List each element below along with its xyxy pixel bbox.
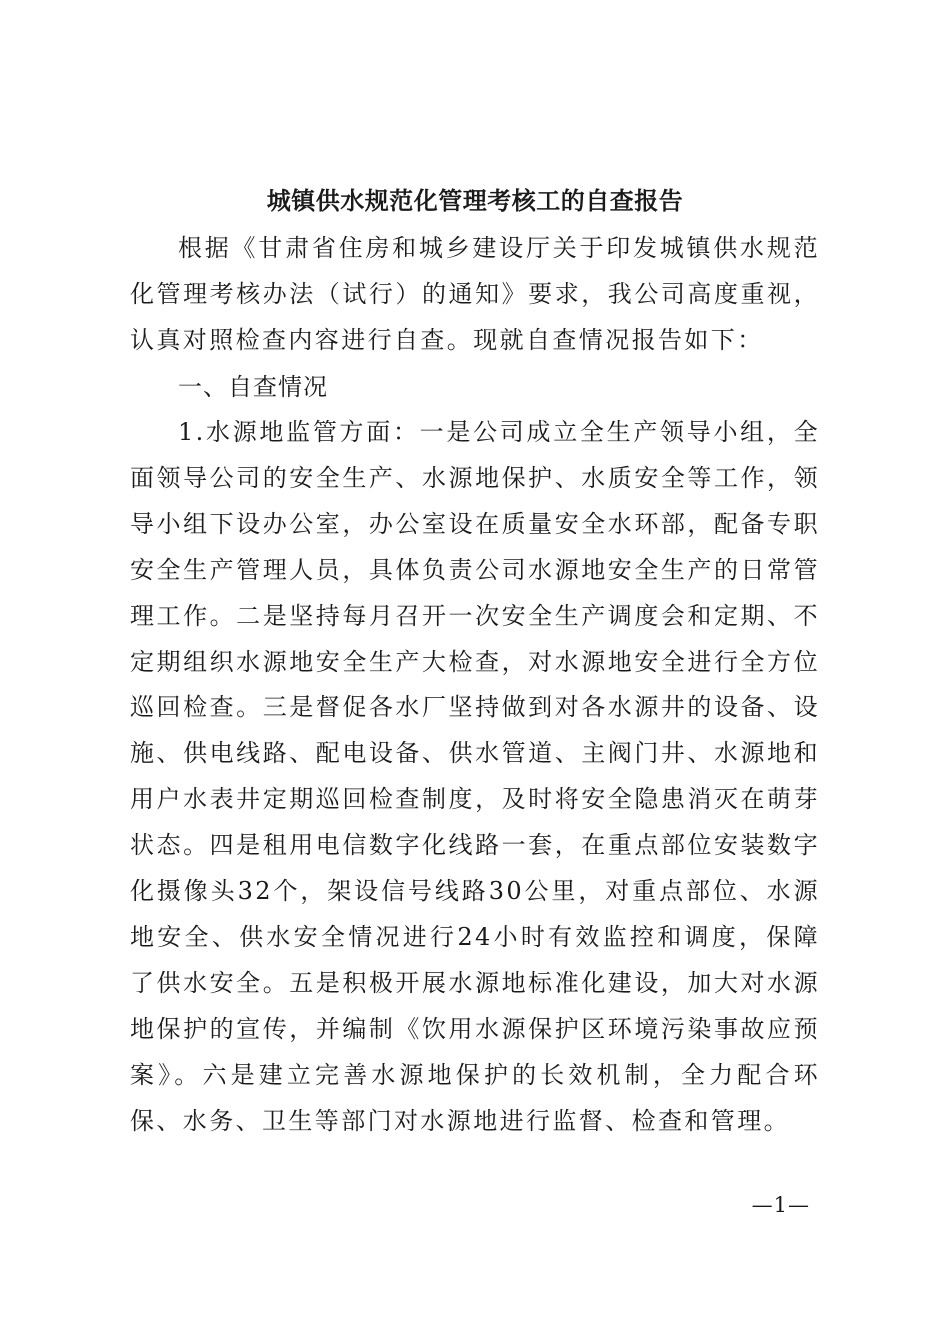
body-paragraph: 1.水源地监管方面：一是公司成立全生产领导小组，全面领导公司的安全生产、水源地保护、水质安全等工作，领导小组下设办公室，办公室设在质量安全水环部，配备专职安全生产管理人员，具体负责公司水源地安全生产的日常管理工作。二是坚持每月召开一次安全生产调度会和定期、不定期组织水源地安全生产大检查，对水源地安全进行全方位巡回检查。三是督促各水厂坚持做到对各水源井的设备、设施、供电线路、配电设备、供水管道、主阀门井、水源地和用户水表井定期巡回检查制度，及时将安全隐患消灭在萌芽状态。四是租用电信数字化线路一套，在重点部位安装数字化摄像头32个，架设信号线路30公里，对重点部位、水源地安全、供水安全情况进行24小时有效监控和调度，保障了供水安全。五是积极开展水源地标准化建设，加大对水源地保护的宣传，并编制《饮用水源保护区环境污染事故应预案》。六是建立完善水源地保护的长效机制，全力配合环保、水务、卫生等部门对水源地进行监督、检查和管理。	[130, 418, 820, 1135]
document-title: 城镇供水规范化管理考核工的自查报告	[266, 186, 684, 215]
page-number: —1—	[751, 1193, 810, 1217]
section-heading: 一、自查情况	[178, 373, 328, 401]
intro-paragraph: 根据《甘肃省住房和城乡建设厅关于印发城镇供水规范化管理考核办法（试行）的通知》要求，我公司高度重视，认真对照检查内容进行自查。现就自查情况报告如下：	[130, 234, 820, 354]
